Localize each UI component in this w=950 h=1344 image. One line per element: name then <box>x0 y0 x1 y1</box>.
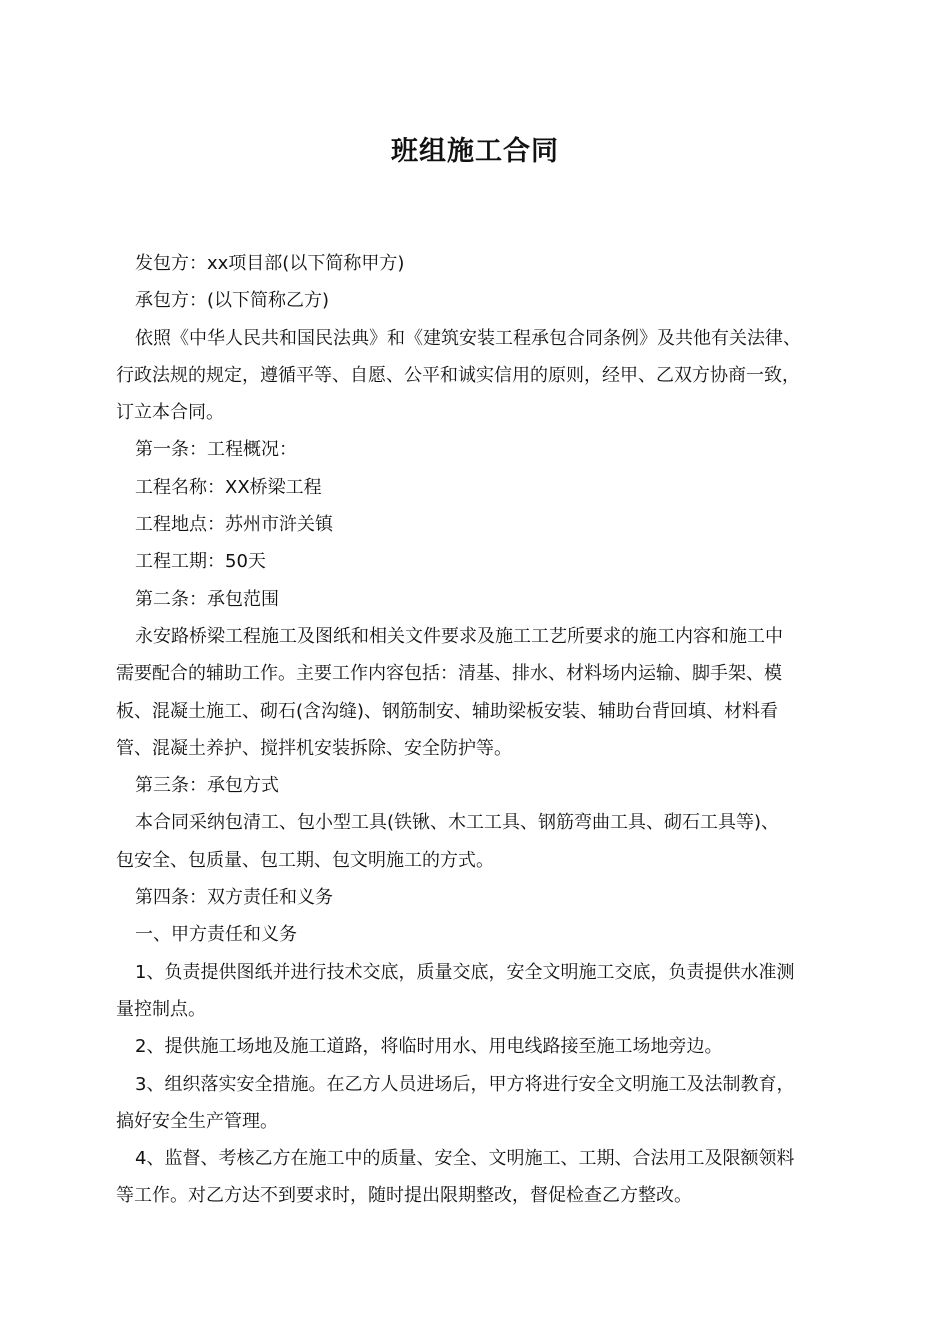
paragraph <box>116 954 846 1029</box>
paragraph <box>116 581 846 618</box>
paragraph-line: 包安全、包质量、包工期、包文明施工的方式。 <box>116 849 494 871</box>
document-body <box>116 245 846 1215</box>
paragraph-line: 第四条：双方责任和义务 <box>135 887 333 909</box>
paragraph-line: 需要配合的辅助工作。主要工作内容包括：清基、排水、材料场内运输、脚手架、模 <box>116 663 782 685</box>
paragraph-line: 工程地点：苏州市浒关镇 <box>135 514 333 536</box>
paragraph-line: 承包方：(以下简称乙方) <box>135 290 330 312</box>
paragraph-line: 等工作。对乙方达不到要求时，随时提出限期整改，督促检查乙方整改。 <box>116 1185 692 1207</box>
paragraph-line: 2、提供施工场地及施工道路，将临时用水、用电线路接至施工场地旁边。 <box>135 1036 723 1058</box>
paragraph <box>116 1028 846 1065</box>
paragraph-line: 本合同采纳包清工、包小型工具(铁锹、木工工具、钢筋弯曲工具、砌石工具等)、 <box>135 812 780 834</box>
paragraph-line: 量控制点。 <box>116 998 206 1020</box>
paragraph-line: 依照《中华人民共和国民法典》和《建筑安装工程承包合同条例》及共他有关法律、 <box>135 327 801 349</box>
paragraph <box>116 282 846 319</box>
paragraph-line: 第一条：工程概况： <box>135 439 297 461</box>
paragraph <box>116 506 846 543</box>
paragraph-line: 4、监督、考核乙方在施工中的质量、安全、文明施工、工期、合法用工及限额领料 <box>135 1148 795 1170</box>
paragraph-line: 行政法规的规定，遵循平等、自愿、公平和诚实信用的原则，经甲、乙双方协商一致， <box>116 364 800 386</box>
document-title: 班组施工合同 <box>391 136 559 167</box>
paragraph <box>116 767 846 804</box>
paragraph-line: 永安路桥梁工程施工及图纸和相关文件要求及施工工艺所要求的施工内容和施工中 <box>135 625 783 647</box>
paragraph-line: 1、负责提供图纸并进行技术交底，质量交底，安全文明施工交底，负责提供水准测 <box>135 961 795 983</box>
paragraph <box>116 320 846 432</box>
paragraph <box>116 804 846 879</box>
paragraph-line: 工程名称：XX桥梁工程 <box>135 476 322 498</box>
paragraph-line: 第二条：承包范围 <box>135 588 279 610</box>
paragraph-line: 工程工期：50天 <box>135 551 266 573</box>
paragraph-line: 第三条：承包方式 <box>135 775 279 797</box>
paragraph <box>116 543 846 580</box>
paragraph <box>116 469 846 506</box>
paragraph <box>116 245 846 282</box>
paragraph-line: 板、混凝土施工、砌石(含沟缝)、钢筋制安、辅助梁板安装、辅助台背回填、材料看 <box>116 700 779 722</box>
paragraph <box>116 916 846 953</box>
paragraph <box>116 879 846 916</box>
paragraph <box>116 431 846 468</box>
paragraph-line: 一、甲方责任和义务 <box>135 924 297 946</box>
paragraph-line: 管、混凝土养护、搅拌机安装拆除、安全防护等。 <box>116 737 512 759</box>
paragraph-line: 搞好安全生产管理。 <box>116 1110 278 1132</box>
paragraph-line: 发包方：xx项目部(以下简称甲方) <box>135 253 405 274</box>
paragraph <box>116 1140 846 1215</box>
paragraph-line: 订立本合同。 <box>116 402 224 424</box>
paragraph <box>116 618 846 767</box>
paragraph-line: 3、组织落实安全措施。在乙方人员进场后，甲方将进行安全文明施工及法制教育， <box>135 1073 795 1095</box>
paragraph <box>116 1066 846 1141</box>
